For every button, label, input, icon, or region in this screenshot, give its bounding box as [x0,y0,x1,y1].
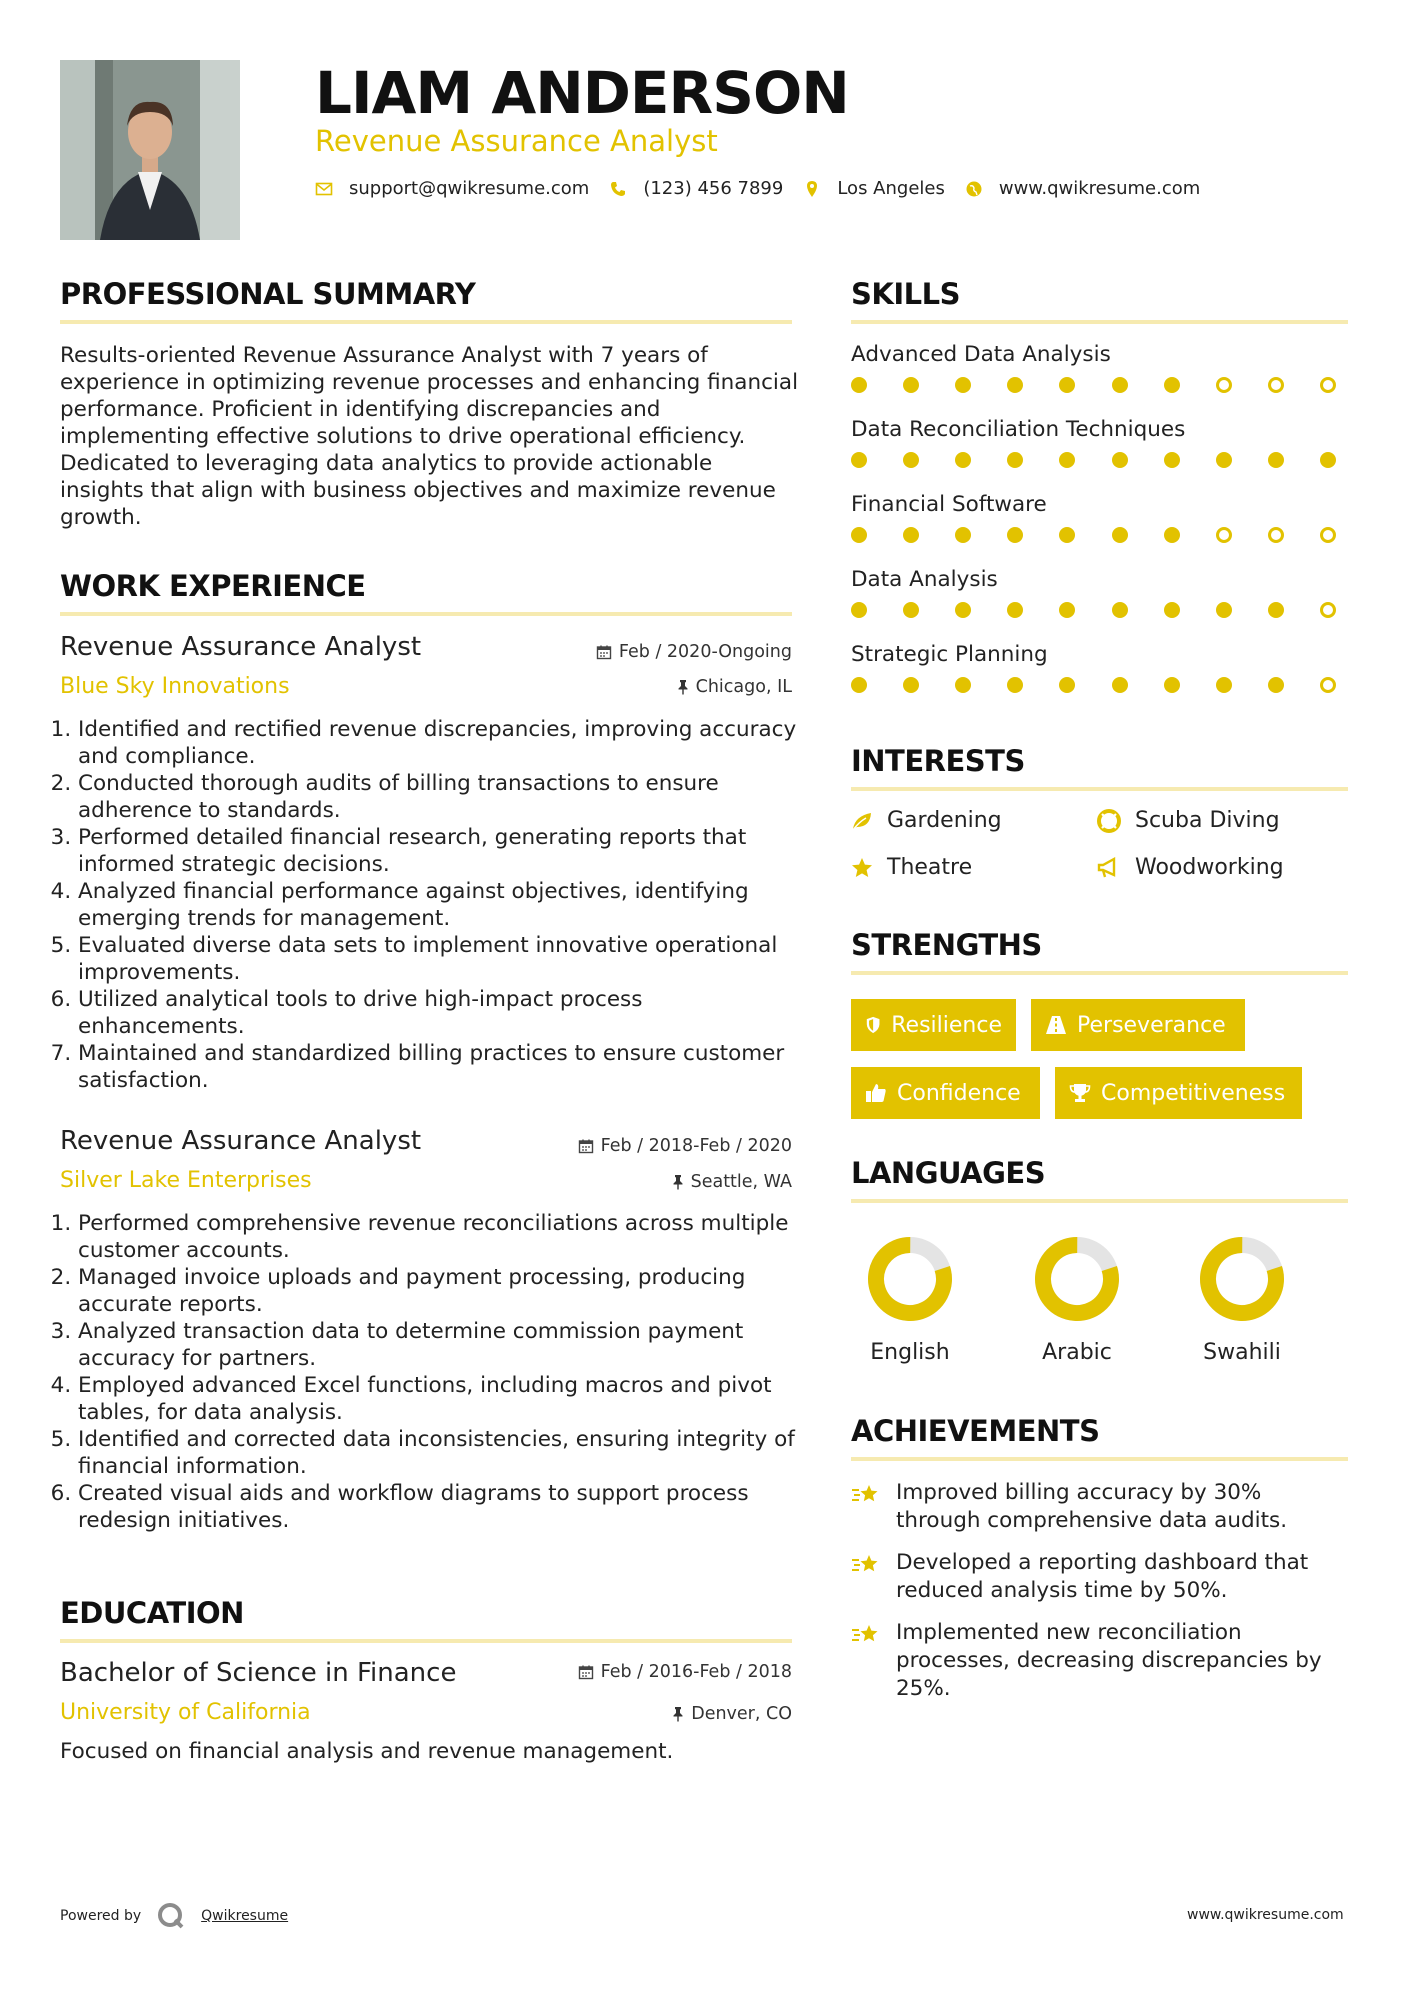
strength-label: Resilience [891,1012,1002,1038]
language-proficiency-donut [1197,1234,1287,1324]
language-name: English [870,1340,950,1365]
skill-rating [851,452,1336,468]
contact-location: Los Angeles [837,178,945,199]
education-date-text: Feb / 2016-Feb / 2018 [600,1662,792,1682]
strength-label: Confidence [897,1080,1021,1106]
strengths-divider [851,971,1348,975]
skill-name: Advanced Data Analysis [851,342,1111,367]
trophy-icon [1069,1083,1091,1103]
shooting-star-icon [851,1481,883,1509]
skill-item [851,492,1336,543]
pushpin-icon [677,679,689,695]
rating-dot-filled [1059,452,1075,468]
shooting-star-icon [851,1621,883,1649]
list-item: 4. Analyzed financial performance against objectives, identifying emerging trends for management. [78,878,813,932]
rating-dot-filled [851,377,867,393]
powered-by-text: Powered by [60,1908,142,1924]
list-item: 1. Identified and rectified revenue discrepancies, improving accuracy and compliance. [78,716,813,770]
achievements-divider [851,1457,1348,1461]
skill-name: Strategic Planning [851,642,1048,667]
rating-dot-filled [903,527,919,543]
rating-dot-filled [955,377,971,393]
shooting-star-icon [851,1551,883,1579]
road-icon [1045,1015,1067,1035]
skill-rating [851,677,1336,693]
interests-divider [851,787,1348,791]
rating-dot-empty [1320,377,1336,393]
skills-divider [851,320,1348,324]
rating-dot-filled [1216,452,1232,468]
job-1-title: Revenue Assurance Analyst [60,632,422,662]
rating-dot-filled [851,677,867,693]
rating-dot-filled [903,377,919,393]
rating-dot-filled [903,602,919,618]
job-2-bullets [60,1210,813,1534]
qwikresume-logo-icon [155,1900,187,1932]
list-item: 1. Performed comprehensive revenue reconciliations across multiple customer accounts. [78,1210,813,1264]
job-2-company: Silver Lake Enterprises [60,1168,312,1193]
phone-icon [609,180,627,198]
education-description: Focused on financial analysis and revenue management. [60,1739,674,1764]
education-location [480,1704,792,1724]
skill-name: Data Reconciliation Techniques [851,417,1186,442]
rating-dot-filled [851,602,867,618]
interest-label: Theatre [887,855,973,880]
calendar-icon [578,1138,594,1154]
rating-dot-filled [1112,677,1128,693]
education-school: University of California [60,1700,311,1725]
star-icon [851,857,873,879]
list-item: 7. Maintained and standardized billing practices to ensure customer satisfaction. [78,1040,813,1094]
education-degree: Bachelor of Science in Finance [60,1658,457,1688]
job-1-company: Blue Sky Innovations [60,674,290,699]
languages-heading: LANGUAGES [851,1156,1046,1190]
rating-dot-filled [1007,377,1023,393]
summary-heading: PROFESSIONAL SUMMARY [60,277,476,311]
strength-label: Perseverance [1077,1012,1226,1038]
calendar-icon [596,644,612,660]
donut-fill [867,1236,953,1322]
rating-dot-filled [851,527,867,543]
map-pin-icon [803,180,821,198]
strength-perseverance [1031,999,1245,1051]
rating-dot-filled [1164,602,1180,618]
achievement-text: Improved billing accuracy by 30% through comprehensive data audits. [896,1480,1288,1533]
strength-resilience [851,999,1016,1051]
education-divider [60,1639,792,1643]
candidate-name: LIAM ANDERSON [315,59,849,127]
rating-dot-filled [1216,677,1232,693]
summary-divider [60,320,792,324]
rating-dot-empty [1216,377,1232,393]
rating-dot-filled [955,452,971,468]
interests-heading: INTERESTS [851,744,1025,778]
list-item: 3. Analyzed transaction data to determine commission payment accuracy for partners. [78,1318,813,1372]
strength-confidence [851,1067,1040,1119]
thumbs-up-icon [865,1083,887,1103]
rating-dot-filled [1268,602,1284,618]
job-1-date [480,642,792,662]
candidate-title: Revenue Assurance Analyst [315,124,718,158]
job-2-date-text: Feb / 2018-Feb / 2020 [600,1136,792,1156]
rating-dot-filled [1007,452,1023,468]
interest-woodworking [1097,855,1284,880]
education-date [480,1662,792,1682]
education-heading: EDUCATION [60,1596,244,1630]
rating-dot-filled [1059,677,1075,693]
footer-site[interactable]: www.qwikresume.com [1187,1907,1344,1923]
skill-item [851,417,1336,468]
skill-item [851,642,1336,693]
list-item: 6. Created visual aids and workflow diagrams to support process redesign initiatives. [78,1480,813,1534]
skill-rating [851,377,1336,393]
language-name: Arabic [1042,1340,1112,1365]
rating-dot-filled [1164,527,1180,543]
strengths-heading: STRENGTHS [851,928,1042,962]
rating-dot-filled [1007,527,1023,543]
rating-dot-filled [955,527,971,543]
achievements-heading: ACHIEVEMENTS [851,1414,1100,1448]
rating-dot-empty [1320,677,1336,693]
languages-divider [851,1199,1348,1203]
list-item: 3. Performed detailed financial research, generating reports that informed strategic decisions. [78,824,813,878]
rating-dot-filled [1059,527,1075,543]
contact-email[interactable]: support@qwikresume.com [349,178,590,199]
job-2-title: Revenue Assurance Analyst [60,1126,422,1156]
list-item: 5. Evaluated diverse data sets to implement innovative operational improvements. [78,932,813,986]
envelope-icon [315,180,333,198]
interest-scuba-diving [1097,808,1280,833]
life-ring-icon [1097,809,1121,833]
interest-label: Gardening [887,808,1002,833]
skill-item [851,567,1336,618]
rating-dot-filled [1112,602,1128,618]
interest-label: Scuba Diving [1135,808,1280,833]
strength-label: Competitiveness [1101,1080,1286,1106]
rating-dot-filled [955,602,971,618]
interest-label: Woodworking [1135,855,1284,880]
skill-name: Data Analysis [851,567,998,592]
rating-dot-filled [903,452,919,468]
rating-dot-filled [1320,452,1336,468]
work-divider [60,612,792,616]
footer-powered-by [60,1900,288,1932]
achievement-text: Developed a reporting dashboard that reduced analysis time by 50%. [896,1550,1309,1603]
rating-dot-filled [1007,677,1023,693]
rating-dot-filled [1268,677,1284,693]
job-2-date [480,1136,792,1156]
job-1-location [480,677,792,697]
contact-website[interactable]: www.qwikresume.com [998,178,1201,199]
shield-icon [865,1015,881,1035]
rating-dot-empty [1268,527,1284,543]
job-1-bullets [60,716,813,1094]
strength-competitiveness [1055,1067,1302,1119]
bullhorn-icon [1097,857,1121,879]
language-proficiency-donut [1032,1234,1122,1324]
calendar-icon [578,1664,594,1680]
skill-name: Financial Software [851,492,1047,517]
list-item: 2. Managed invoice uploads and payment processing, producing accurate reports. [78,1264,813,1318]
contact-phone[interactable]: (123) 456 7899 [643,178,784,199]
job-2-location-text: Seattle, WA [690,1172,792,1192]
brand-link[interactable]: Qwikresume [201,1908,289,1924]
globe-icon [965,180,983,198]
skill-rating [851,602,1336,618]
education-location-text: Denver, CO [691,1704,792,1724]
pushpin-icon [672,1706,684,1722]
list-item: 5. Identified and corrected data inconsistencies, ensuring integrity of financial information. [78,1426,813,1480]
interest-gardening [851,808,1002,833]
pushpin-icon [672,1174,684,1190]
leaf-icon [851,810,873,832]
rating-dot-filled [1007,602,1023,618]
language-name: Swahili [1203,1340,1281,1365]
rating-dot-filled [1164,677,1180,693]
rating-dot-filled [1059,377,1075,393]
rating-dot-filled [1268,452,1284,468]
contact-bar [315,178,1220,199]
skill-rating [851,527,1336,543]
list-item: 4. Employed advanced Excel functions, including macros and pivot tables, for data analysis. [78,1372,813,1426]
rating-dot-filled [851,452,867,468]
rating-dot-filled [903,677,919,693]
rating-dot-filled [1112,527,1128,543]
rating-dot-filled [1059,602,1075,618]
list-item: 6. Utilized analytical tools to drive high-impact process enhancements. [78,986,813,1040]
rating-dot-filled [1112,452,1128,468]
rating-dot-filled [1216,602,1232,618]
profile-photo [60,60,240,240]
skills-heading: SKILLS [851,277,960,311]
skill-item [851,342,1336,393]
donut-fill [1034,1236,1120,1322]
job-1-location-text: Chicago, IL [695,677,792,697]
rating-dot-empty [1320,602,1336,618]
job-2-location [480,1172,792,1192]
rating-dot-empty [1268,377,1284,393]
work-heading: WORK EXPERIENCE [60,569,366,603]
rating-dot-empty [1320,527,1336,543]
interest-theatre [851,855,972,880]
rating-dot-empty [1216,527,1232,543]
rating-dot-filled [1164,377,1180,393]
language-proficiency-donut [865,1234,955,1324]
rating-dot-filled [1112,377,1128,393]
achievement-text: Implemented new reconciliation processes, decreasing discrepancies by 25%. [896,1620,1322,1701]
job-1-date-text: Feb / 2020-Ongoing [618,642,792,662]
rating-dot-filled [955,677,971,693]
donut-fill [1199,1236,1285,1322]
list-item: 2. Conducted thorough audits of billing transactions to ensure adherence to standards. [78,770,813,824]
summary-text: Results-oriented Revenue Assurance Analyst with 7 years of experience in optimizing revenue processes and enhancing financial performance. Proficient in identifying discrepancies and implementing effective solutions to drive operational efficiency. Dedicated to leveraging data analytics to provide actionable insights that align with business objectives and maximize revenue growth. [60,343,799,530]
rating-dot-filled [1164,452,1180,468]
